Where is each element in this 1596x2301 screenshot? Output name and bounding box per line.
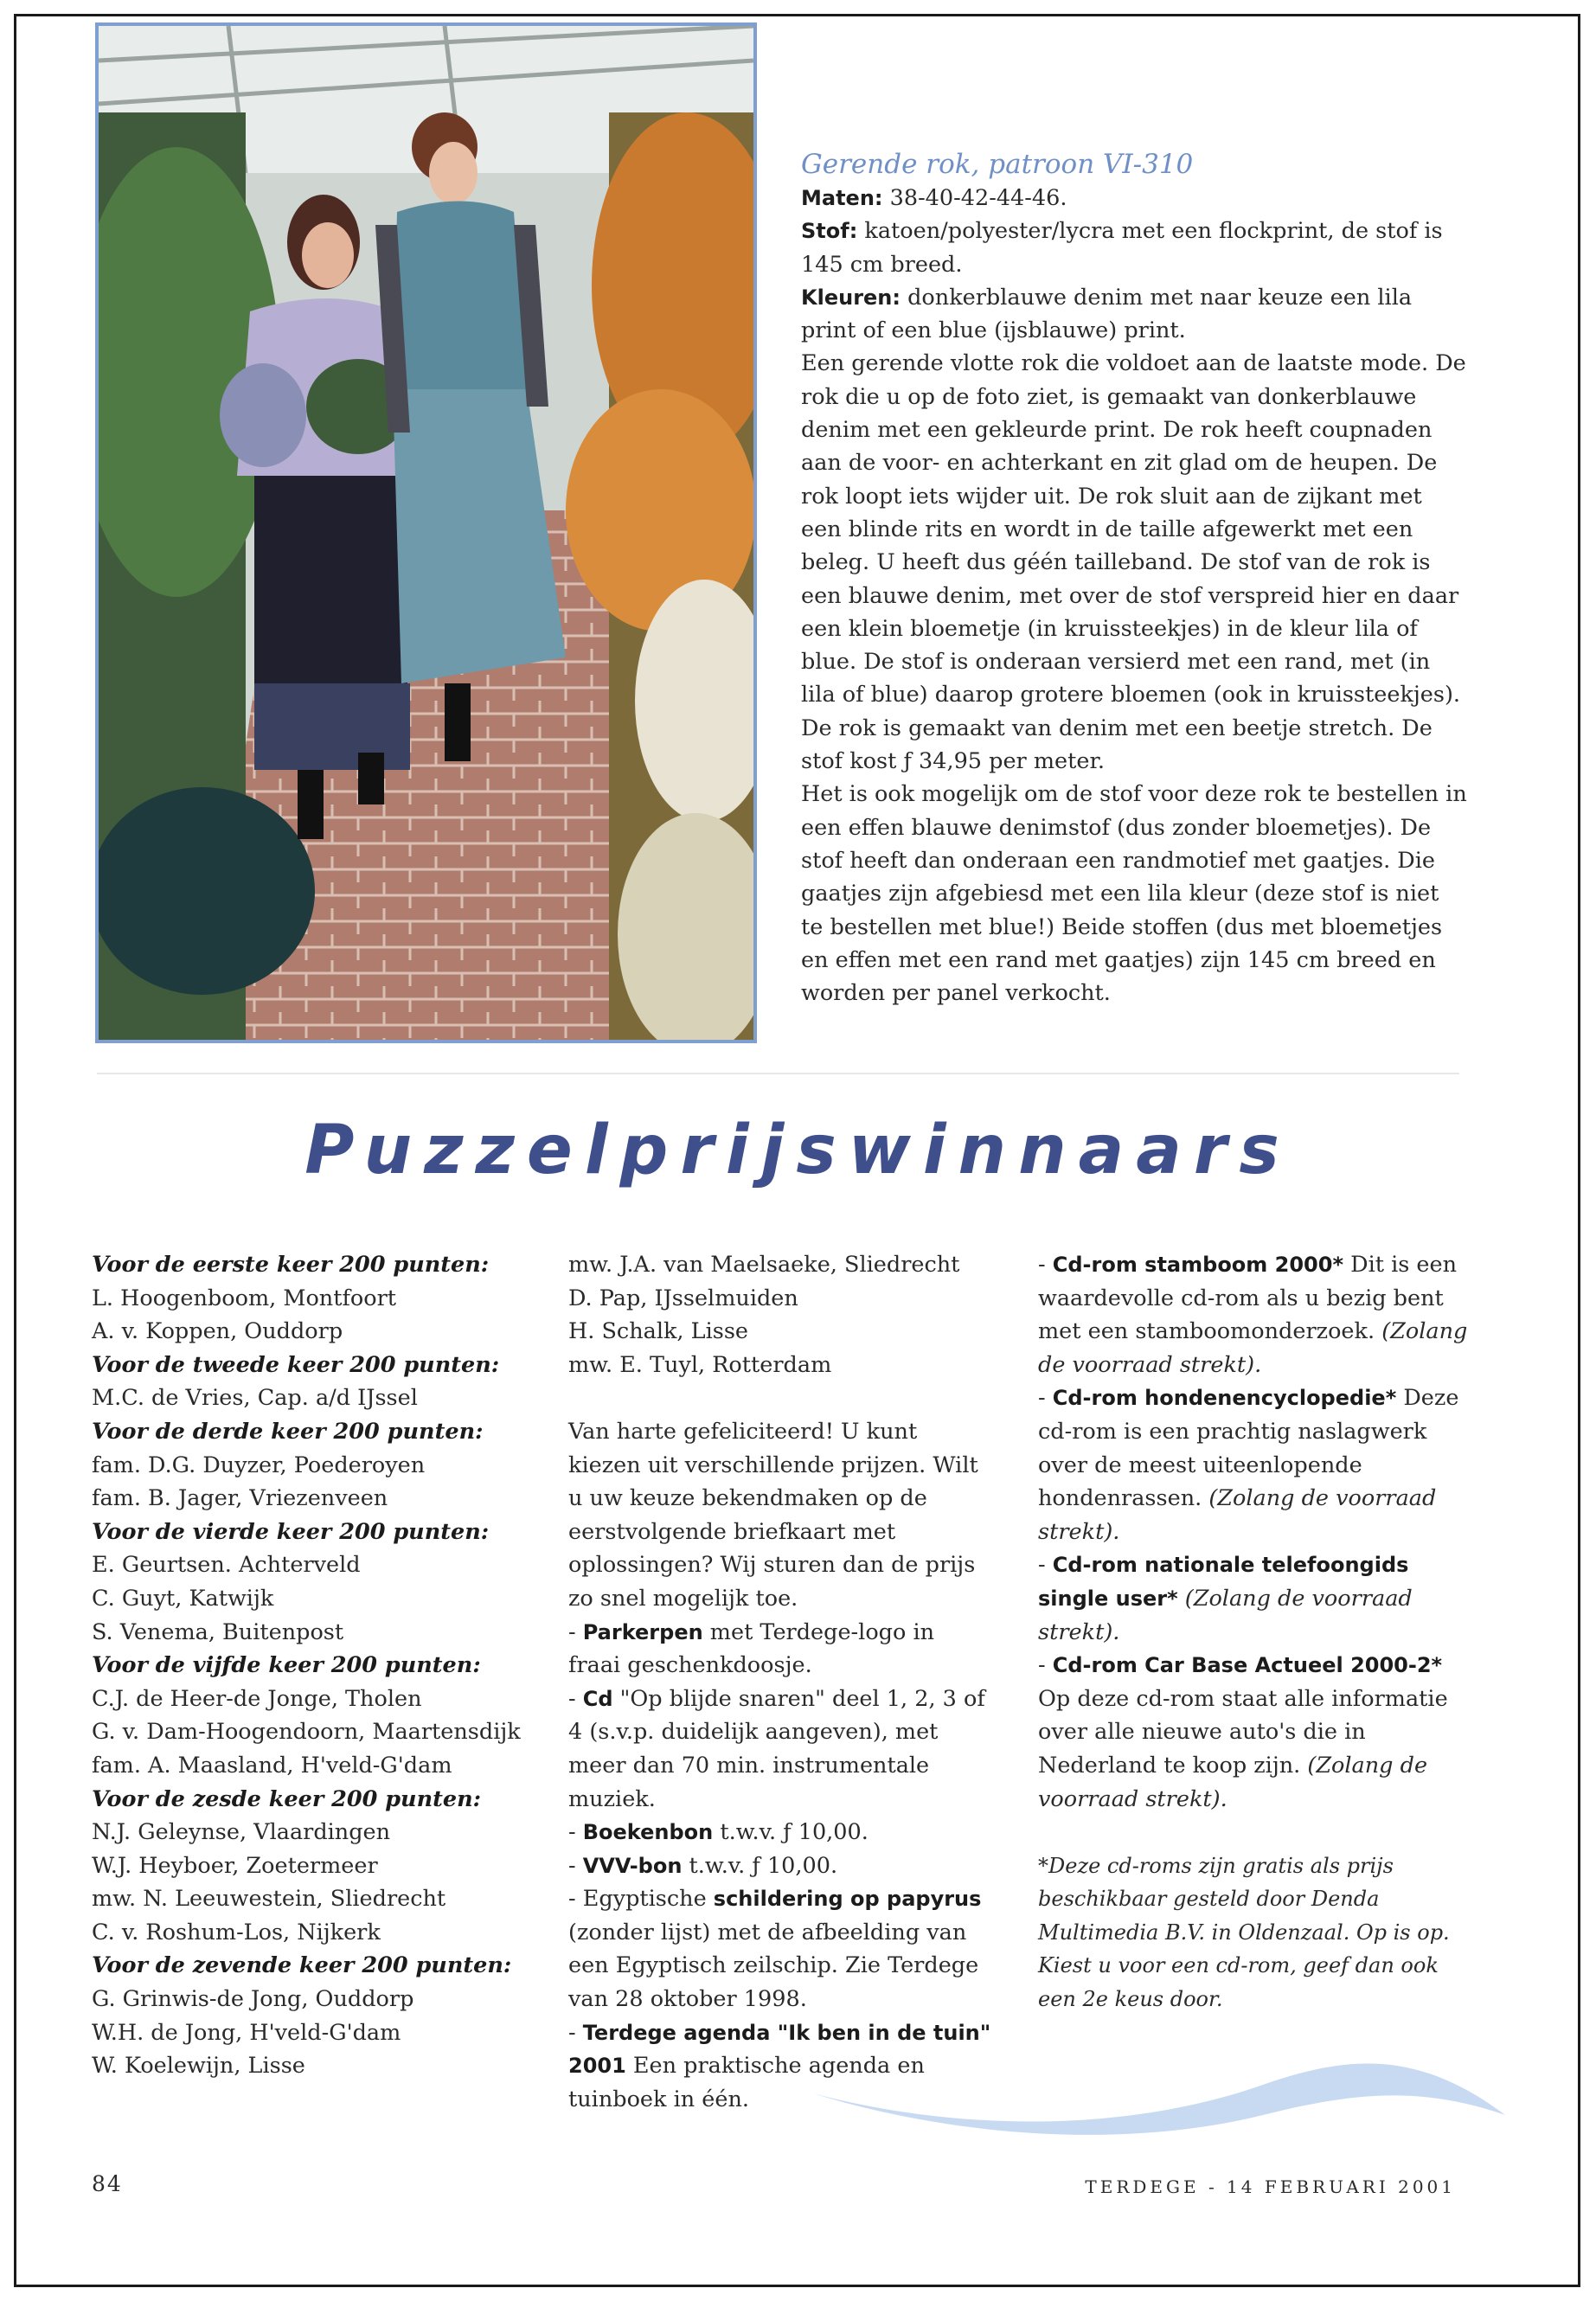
winner-name: W.H. de Jong, H'veld-G'dam <box>92 2019 401 2046</box>
winner-name: fam. B. Jager, Vriezenveen <box>92 1485 388 1512</box>
winner-name: N.J. Geleynse, Vlaardingen <box>92 1819 391 1846</box>
spacer <box>1038 1816 1471 1849</box>
prize-item: - Boekenbon t.w.v. ƒ 10,00. <box>568 1819 869 1846</box>
winner-name: C.J. de Heer-de Jonge, Tholen <box>92 1685 422 1712</box>
article-body-1: Een gerende vlotte rok die voldoet aan de laatste mode. De rok die u op de foto ziet, is gemaakt van donkerblauwe denim met een gekleurde print. De rok heeft coupnaden aan de voor- en achterkant en zit glad om de heupen. De rok loopt iets wijder uit. De rok sluit aan de zijkant met een blinde rits en wordt in de taille afgewerkt met een beleg. U heeft dus géén tailleband. De stof van de rok is een blauwe denim, met over de stof verspreid hier en daar een klein bloemetje (in kruissteekjes) in de kleur lila of blue. De stof is onderaan versierd met een rand, met (in lila of blue) daarop grotere bloemen (ook in kruissteekjes). De rok is gemaakt van denim met een beetje stretch. De stof kost ƒ 34,95 per meter. <box>801 350 1466 775</box>
sizes-line <box>801 182 1467 215</box>
winners-heading: Voor de vijfde keer 200 punten: <box>92 1652 481 1679</box>
cdrom-description: Op deze cd-rom staat alle informatie over alle nieuwe auto's die in Nederland te koop zijn. <box>1038 1685 1448 1779</box>
winners-heading: Voor de zevende keer 200 punten: <box>92 1952 512 1979</box>
prize-item: - Cd "Op blijde snaren" deel 1, 2, 3 of 4 (s.v.p. duidelijk aangeven), met meer dan 70 min. instrumentale muziek. <box>568 1685 985 1812</box>
prize-description: met Terdege-logo in fraai geschenkdoosje. <box>568 1618 935 1679</box>
winner-name: L. Hoogenboom, Montfoort <box>92 1285 397 1311</box>
photo-two-women-in-greenhouse <box>95 22 757 1043</box>
cdrom-stock-note: (Zolang de voorraad strekt). <box>1038 1485 1437 1545</box>
fabric-label: Stof: <box>801 219 858 244</box>
winner-name: H. Schalk, Lisse <box>568 1318 748 1345</box>
prize-description: t.w.v. ƒ 10,00. <box>713 1819 869 1846</box>
winner-name: mw. E. Tuyl, Rotterdam <box>568 1351 832 1378</box>
winner-name: D. Pap, IJsselmuiden <box>568 1285 798 1311</box>
winners-heading: Voor de vierde keer 200 punten: <box>92 1518 490 1545</box>
prize-name: schildering op papyrus <box>713 1887 982 1912</box>
winners-column-3 <box>1038 1248 1471 2016</box>
fabric-value: katoen/polyester/lycra met een flockprint, de stof is 145 cm breed. <box>801 218 1443 278</box>
prize-item: - Terdege agenda "Ik ben in de tuin" 2001 Een praktische agenda en tuinboek in één. <box>568 2019 991 2112</box>
section-divider <box>97 1073 1459 1074</box>
winners-heading: Voor de eerste keer 200 punten: <box>92 1252 490 1278</box>
cdrom-description: Deze cd-rom is een prachtig naslagwerk over de meest uiteenlopende hondenrassen. <box>1038 1385 1459 1512</box>
winner-name: G. Grinwis-de Jong, Ouddorp <box>92 1986 414 2013</box>
winner-name: mw. J.A. van Maelsaeke, Sliedrecht <box>568 1252 960 1278</box>
spacer <box>568 1381 992 1415</box>
prize-name: Terdege agenda "Ik ben in de tuin" 2001 <box>568 2020 991 2079</box>
section-heading: Puzzelprijswinnaars <box>304 1112 1292 1189</box>
decorative-wave <box>813 2033 1522 2137</box>
winner-name: G. v. Dam-Hoogendoorn, Maartensdijk <box>92 1719 521 1746</box>
cdrom-item: - Cd-rom Car Base Actueel 2000-2* Op deze cd-rom staat alle informatie over alle nieuwe auto's die in Nederland te koop zijn. (Zolang de voorraad strekt). <box>1038 1652 1448 1812</box>
winner-name: fam. A. Maasland, H'veld-G'dam <box>92 1752 452 1779</box>
article-title: Gerende rok, patroon VI-310 <box>801 149 1194 180</box>
winners-heading: Voor de derde keer 200 punten: <box>92 1418 484 1445</box>
page-number: 84 <box>92 2171 123 2196</box>
colors-label: Kleuren: <box>801 285 901 310</box>
prize-item: - Egyptische schildering op papyrus (zonder lijst) met de afbeelding van een Egyptisch zeilschip. Zie Terdege van 28 oktober 1998. <box>568 1886 982 2013</box>
prize-description: Een praktische agenda en tuinboek in één. <box>568 2053 925 2112</box>
pattern-article <box>801 147 1467 1009</box>
prize-description: "Op blijde snaren" deel 1, 2, 3 of 4 (s.v.p. duidelijk aangeven), met meer dan 70 min. instrumentale muziek. <box>568 1685 985 1812</box>
sizes-label: Maten: <box>801 186 883 210</box>
prize-name: Boekenbon <box>582 1820 714 1845</box>
winner-name: W.J. Heyboer, Zoetermeer <box>92 1852 378 1879</box>
winner-name: M.C. de Vries, Cap. a/d IJssel <box>92 1385 418 1412</box>
cdrom-name: Cd-rom stamboom 2000* <box>1052 1253 1344 1277</box>
winner-name: A. v. Koppen, Ouddorp <box>92 1318 343 1345</box>
cdrom-stock-note: (Zolang de voorraad strekt). <box>1038 1318 1468 1378</box>
winners-heading: Voor de zesde keer 200 punten: <box>92 1785 482 1812</box>
winner-name: C. Guyt, Katwijk <box>92 1585 274 1612</box>
fabric-line <box>801 215 1467 281</box>
cdrom-description: Dit is een waardevolle cd-rom als u bezig bent met een stamboomonderzoek. <box>1038 1252 1458 1345</box>
winners-heading: Voor de tweede keer 200 punten: <box>92 1351 500 1378</box>
winners-column-1 <box>92 1248 524 2083</box>
prize-item: - Parkerpen met Terdege-logo in fraai geschenkdoosje. <box>568 1618 935 1679</box>
colors-value: donkerblauwe denim met naar keuze een lila print of een blue (ijsblauwe) print. <box>801 284 1413 344</box>
cdrom-item: - Cd-rom stamboom 2000* Dit is een waardevolle cd-rom als u bezig bent met een stamboomonderzoek. (Zolang de voorraad strekt). <box>1038 1252 1468 1378</box>
cdrom-footnote: *Deze cd-roms zijn gratis als prijs beschikbaar gesteld door Denda Multimedia B.V. in Oldenzaal. Op is op. Kiest u voor een cd-rom, geef dan ook een 2e keus door. <box>1038 1853 1450 2012</box>
winner-name: S. Venema, Buitenpost <box>92 1618 344 1645</box>
cdrom-name: Cd-rom nationale telefoongids single user* <box>1038 1553 1409 1611</box>
prize-name: VVV-bon <box>582 1853 683 1878</box>
prize-description: t.w.v. ƒ 10,00. <box>682 1852 838 1879</box>
prize-description: (zonder lijst) met de afbeelding van een Egyptisch zeilschip. Zie Terdege van 28 oktober 1998. <box>568 1919 979 2013</box>
article-body-2: Het is ook mogelijk om de stof voor deze rok te bestellen in een effen blauwe denimstof (dus zonder bloemetjes). De stof heeft dan onderaan een randmotief met gaatjes. Die gaatjes zijn afgebiesd met een lila kleur (deze stof is niet te bestellen met blue!) Beide stoffen (dus met bloemetjes en effen met een rand met gaatjes) zijn 145 cm breed en worden per panel verkocht. <box>801 781 1467 1007</box>
congrats-intro: Van harte gefeliciteerd! U kunt kiezen uit verschillende prijzen. Wilt u uw keuze bekendmaken op de eerstvolgende briefkaart met oplossingen? Wij sturen dan de prijs zo snel mogelijk toe. <box>568 1418 978 1612</box>
winner-name: mw. N. Leeuwestein, Sliedrecht <box>92 1886 446 1913</box>
cdrom-item: - Cd-rom hondenencyclopedie* Deze cd-rom is een prachtig naslagwerk over de meest uiteenlopende hondenrassen. (Zolang de voorraad strekt). <box>1038 1385 1459 1545</box>
cdrom-stock-note: (Zolang de voorraad strekt). <box>1038 1752 1428 1812</box>
prize-prefix: Egyptische <box>582 1886 714 1913</box>
cdrom-name: Cd-rom Car Base Actueel 2000-2* <box>1052 1653 1443 1678</box>
colors-line <box>801 281 1467 348</box>
winners-column-2 <box>568 1248 992 2116</box>
winner-name: W. Koelewijn, Lisse <box>92 2053 305 2080</box>
prize-name: Cd <box>582 1686 613 1711</box>
cdrom-item: - Cd-rom nationale telefoongids single user* (Zolang de voorraad strekt). <box>1038 1552 1413 1645</box>
cdrom-stock-note: (Zolang de voorraad strekt). <box>1038 1585 1413 1645</box>
prize-item: - VVV-bon t.w.v. ƒ 10,00. <box>568 1852 838 1879</box>
publication-footer: TERDEGE - 14 FEBRUARI 2001 <box>1085 2176 1456 2197</box>
winner-name: C. v. Roshum-Los, Nijkerk <box>92 1919 381 1945</box>
winner-name: E. Geurtsen. Achterveld <box>92 1552 361 1579</box>
prize-name: Parkerpen <box>582 1619 703 1644</box>
cdrom-name: Cd-rom hondenencyclopedie* <box>1052 1386 1397 1411</box>
sizes-value: 38-40-42-44-46. <box>882 185 1067 211</box>
winner-name: fam. D.G. Duyzer, Poederoyen <box>92 1452 426 1478</box>
